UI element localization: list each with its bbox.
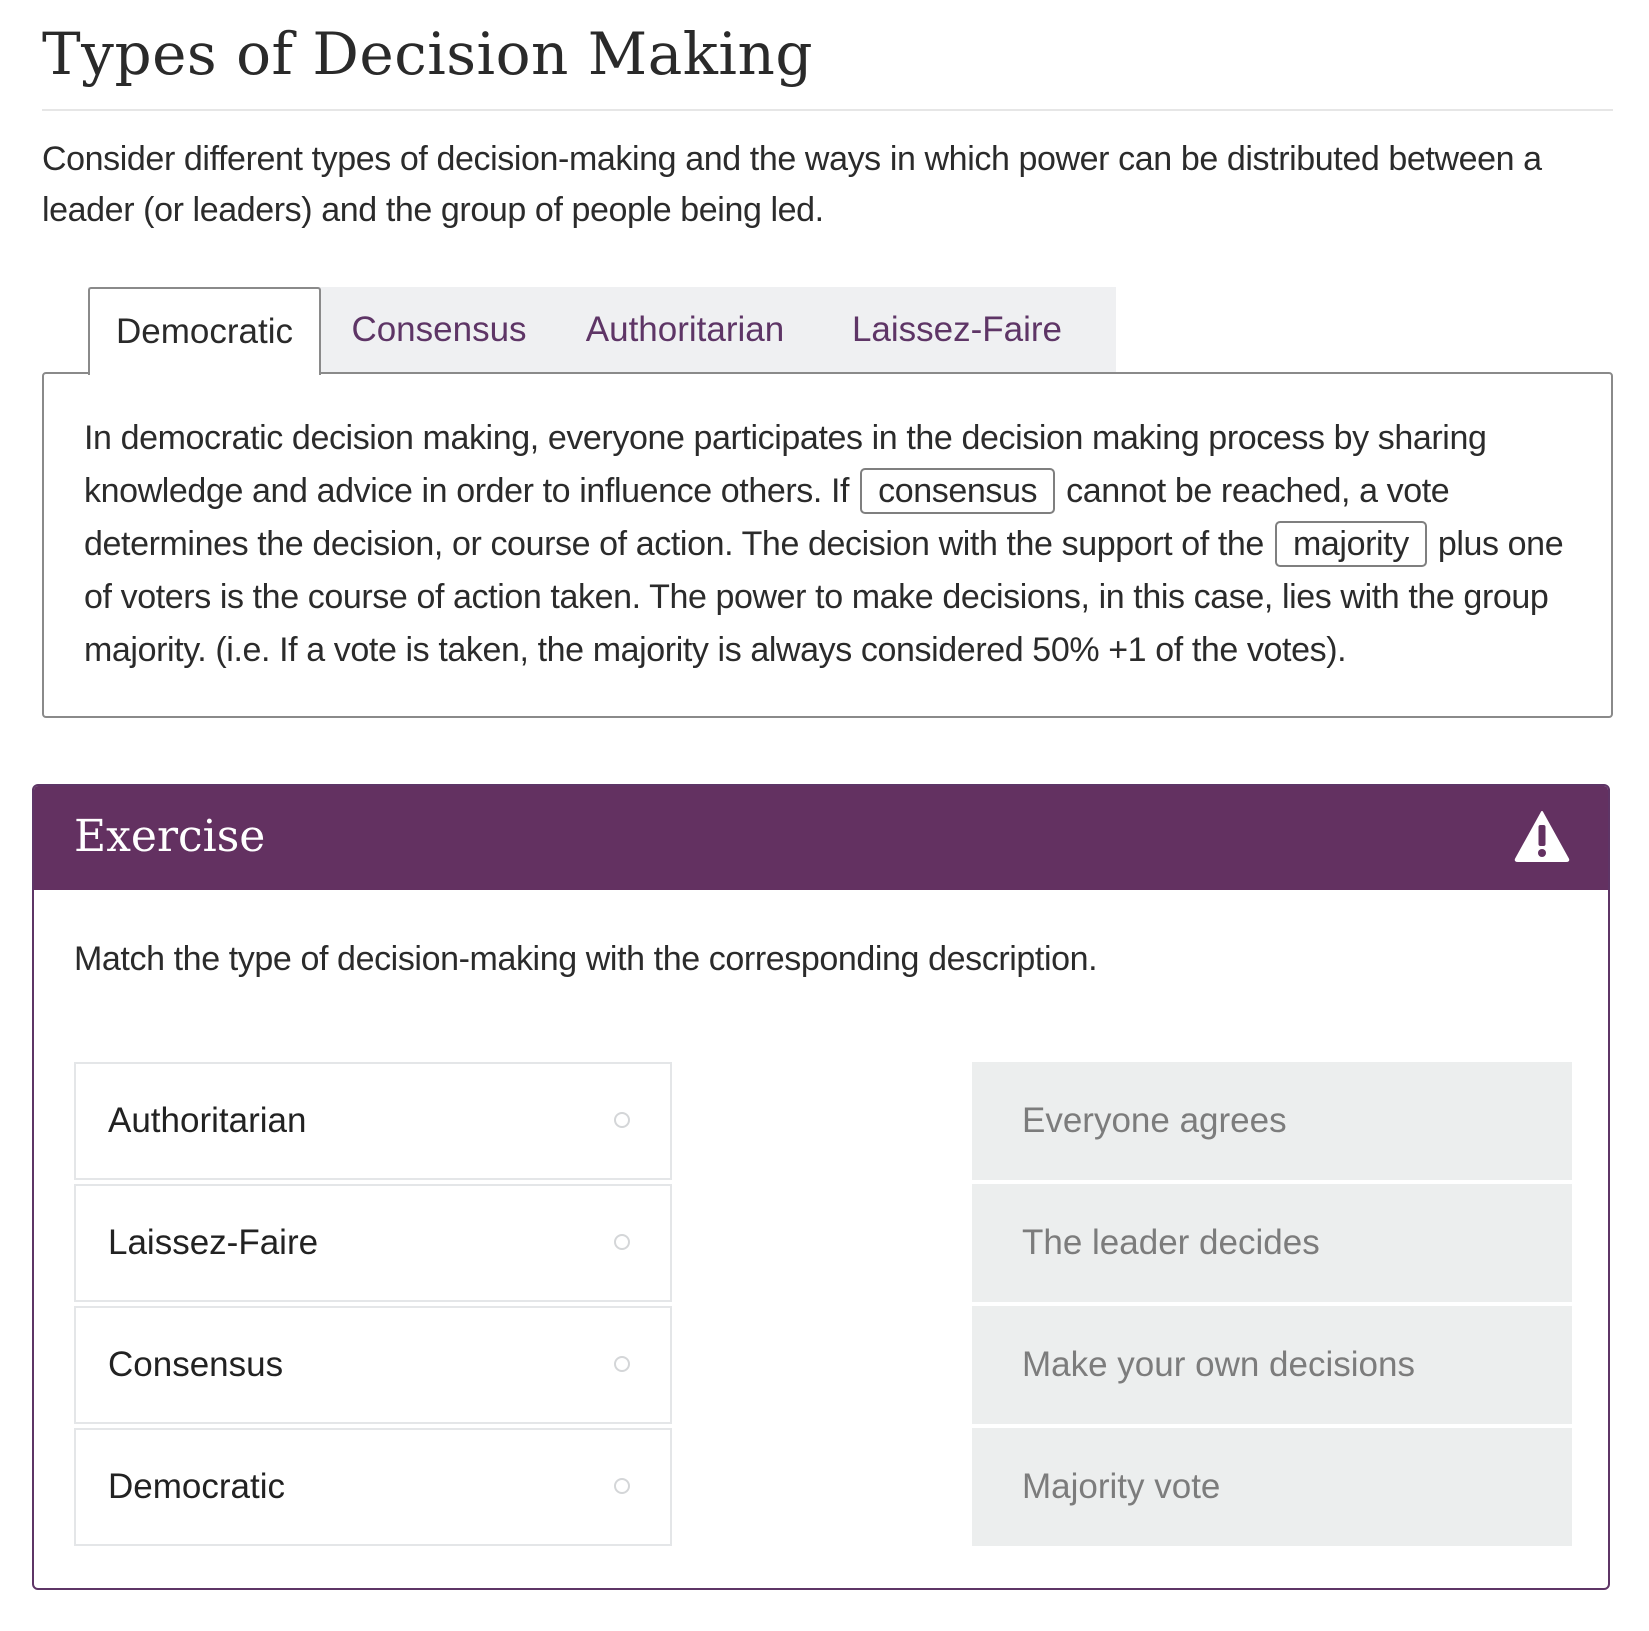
- term-item-democratic[interactable]: [74, 1428, 672, 1546]
- tab-democratic[interactable]: Democratic: [88, 287, 321, 375]
- tab-laissez-faire[interactable]: Laissez-Faire: [851, 310, 1063, 349]
- exercise-title: Exercise: [74, 811, 266, 862]
- term-list: [74, 1062, 672, 1550]
- description-label: The leader decides: [1022, 1223, 1320, 1262]
- exercise-header: [34, 786, 1608, 890]
- exercise-card: [32, 784, 1610, 1590]
- term-item-laissez-faire[interactable]: [74, 1184, 672, 1302]
- panel-text-part: In democratic decision making, everyone participates in the decision making process by sharing knowledge and advice in order to influence others. If: [84, 419, 1487, 510]
- description-item-leader-decides[interactable]: [972, 1184, 1572, 1302]
- exercise-instruction: Match the type of decision-making with the corresponding description.: [74, 940, 1098, 978]
- glossary-term-consensus[interactable]: consensus: [860, 468, 1055, 514]
- title-divider: [42, 109, 1613, 111]
- tab-panel-democratic: [42, 372, 1613, 718]
- panel-text-part: plus one of voters is the course of action taken. The power to make decisions, in this case, lies with the group majority. (i.e. If a vote is taken, the majority is always considered 50% +1 of the votes).: [84, 525, 1564, 669]
- description-list: [972, 1062, 1572, 1550]
- page-title: Types of Decision Making: [42, 20, 813, 88]
- match-connector-dot[interactable]: [614, 1356, 630, 1372]
- glossary-term-majority[interactable]: majority: [1275, 521, 1427, 567]
- tab-panel-text: [84, 412, 1584, 677]
- tab-consensus[interactable]: Consensus: [351, 310, 527, 349]
- tab-bar: [88, 287, 1116, 373]
- match-connector-dot[interactable]: [614, 1234, 630, 1250]
- description-label: Everyone agrees: [1022, 1101, 1287, 1140]
- tab-authoritarian[interactable]: Authoritarian: [585, 310, 785, 349]
- description-label: Make your own decisions: [1022, 1345, 1415, 1384]
- description-item-own-decisions[interactable]: [972, 1306, 1572, 1424]
- match-connector-dot[interactable]: [614, 1112, 630, 1128]
- term-label: Laissez-Faire: [108, 1223, 319, 1262]
- description-label: Majority vote: [1022, 1467, 1221, 1506]
- term-item-authoritarian[interactable]: [74, 1062, 672, 1180]
- match-connector-dot[interactable]: [614, 1478, 630, 1494]
- description-item-everyone-agrees[interactable]: [972, 1062, 1572, 1180]
- term-label: Authoritarian: [108, 1101, 307, 1140]
- warning-icon: [1514, 810, 1570, 862]
- intro-paragraph: Consider different types of decision-making and the ways in which power can be distributed between a leader (or leaders) and the group of people being led.: [42, 140, 1542, 229]
- term-label: Democratic: [108, 1467, 285, 1506]
- term-item-consensus[interactable]: [74, 1306, 672, 1424]
- term-label: Consensus: [108, 1345, 284, 1384]
- panel-text-part: cannot be reached, a vote determines the decision, or course of action. The decision with the support of the: [84, 472, 1450, 563]
- description-item-majority-vote[interactable]: [972, 1428, 1572, 1546]
